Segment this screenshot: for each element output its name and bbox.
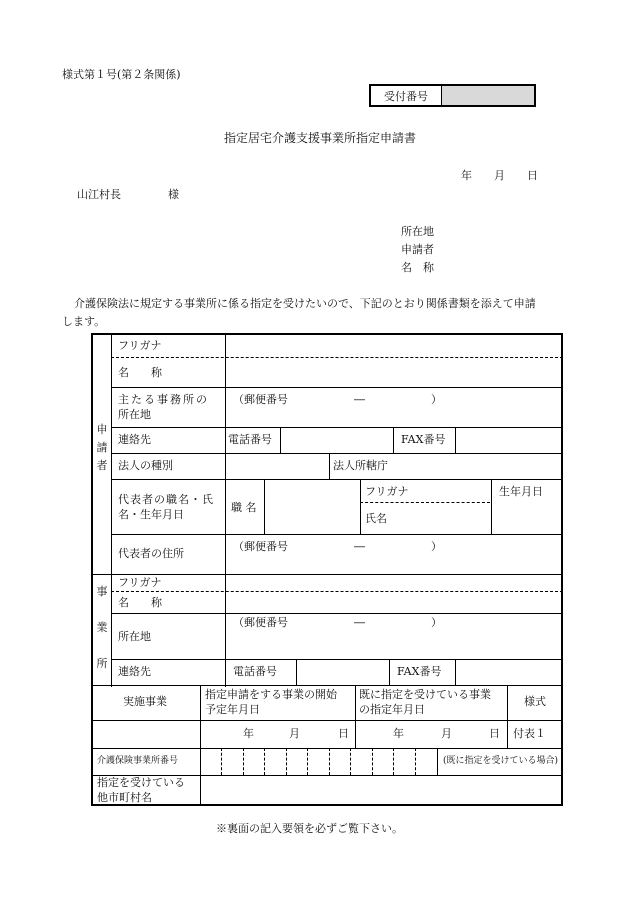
- office-furigana-label: フリガナ: [118, 576, 162, 589]
- date-line: 年 月 日: [461, 169, 538, 182]
- representative-furigana-label: フリガナ: [365, 485, 409, 498]
- intro-line-2: します。: [62, 315, 106, 328]
- office-name-label: 名 称: [118, 596, 162, 609]
- applicant-char-1: 申: [96, 423, 108, 436]
- form-column-header: 様式: [524, 695, 546, 708]
- office-char-3: 所: [96, 657, 108, 670]
- office-char-1: 事: [96, 585, 108, 598]
- office-postal: （郵便番号 ― ）: [233, 616, 442, 629]
- representative-name-label: 氏名: [365, 512, 387, 525]
- applicant-fax-label: FAX番号: [401, 433, 446, 446]
- other-municipalities-label-1: 指定を受けている: [97, 776, 185, 789]
- designated-year: 年: [393, 727, 404, 740]
- addressee: 山江村長: [77, 188, 121, 201]
- application-form-table: [91, 333, 563, 806]
- applicant-char-2: 請: [96, 441, 108, 454]
- office-fax-label: FAX番号: [397, 665, 442, 678]
- office-section-label: [95, 585, 109, 671]
- start-date-header-2: 予定年月日: [205, 703, 260, 716]
- representative-label-2: 名・生年月日: [118, 508, 184, 521]
- main-office-address-label-1: 主たる事務所の: [118, 393, 209, 406]
- representative-address-label: 代表者の住所: [118, 547, 184, 560]
- applicant-address-label: 所在地: [401, 225, 434, 238]
- intro-line-1: 介護保険法に規定する事業所に係る指定を受けたいので、下記のとおり関係書類を添えて申請: [74, 297, 536, 310]
- office-address-label: 所在地: [118, 630, 151, 643]
- applicant-char-3: 者: [96, 459, 108, 472]
- office-contact-label: 連絡先: [118, 665, 151, 678]
- applicant-name-label: 名 称: [118, 366, 162, 379]
- representative-postal: （郵便番号 ― ）: [233, 540, 442, 553]
- applicant-contact-label: 連絡先: [118, 433, 151, 446]
- corporation-authority-label: 法人所轄庁: [333, 459, 388, 472]
- form-number: 様式第１号(第２条関係): [62, 68, 181, 81]
- corporation-type-label: 法人の種別: [118, 459, 173, 472]
- start-date-header-1: 指定申請をする事業の開始: [205, 688, 337, 701]
- representative-label-1: 代表者の職名・氏: [118, 493, 214, 506]
- applicant-label: 申請者: [401, 243, 434, 256]
- start-day: 日: [338, 727, 349, 740]
- applicant-section-label: [95, 423, 109, 473]
- ltc-number-note: (既に指定を受けている場合): [443, 756, 559, 766]
- designated-date-header-2: の指定年月日: [359, 703, 425, 716]
- honorific: 様: [168, 188, 179, 201]
- designated-date-header-1: 既に指定を受けている事業: [359, 688, 491, 701]
- start-year: 年: [243, 727, 254, 740]
- ltc-office-number-label: 介護保険事業所番号: [97, 756, 179, 766]
- applicant-phone-label: 電話番号: [228, 433, 272, 446]
- other-municipalities-label-2: 他市町村名: [97, 791, 152, 804]
- office-phone-label: 電話番号: [233, 665, 277, 678]
- applicant-furigana-label: フリガナ: [118, 339, 162, 352]
- birthdate-label: 生年月日: [499, 485, 543, 498]
- reverse-side-note: ※裏面の記入要領を必ずご覧下さい。: [216, 822, 403, 835]
- main-office-address-label-2: 所在地: [118, 408, 151, 421]
- service-column-header: 実施事業: [123, 695, 167, 708]
- main-office-postal: （郵便番号 ― ）: [233, 393, 442, 406]
- representative-title-label: 職 名: [231, 501, 257, 514]
- form-reference: 付表１: [513, 727, 546, 740]
- start-month: 月: [289, 727, 300, 740]
- office-char-2: 業: [96, 621, 108, 634]
- receipt-number-box: [369, 84, 536, 107]
- applicant-name-label: 名 称: [401, 261, 434, 274]
- receipt-number-field[interactable]: [442, 86, 534, 105]
- designated-month: 月: [441, 727, 452, 740]
- document-title: 指定居宅介護支援事業所指定申請書: [224, 131, 417, 145]
- receipt-number-label: 受付番号: [371, 86, 442, 105]
- designated-day: 日: [489, 727, 500, 740]
